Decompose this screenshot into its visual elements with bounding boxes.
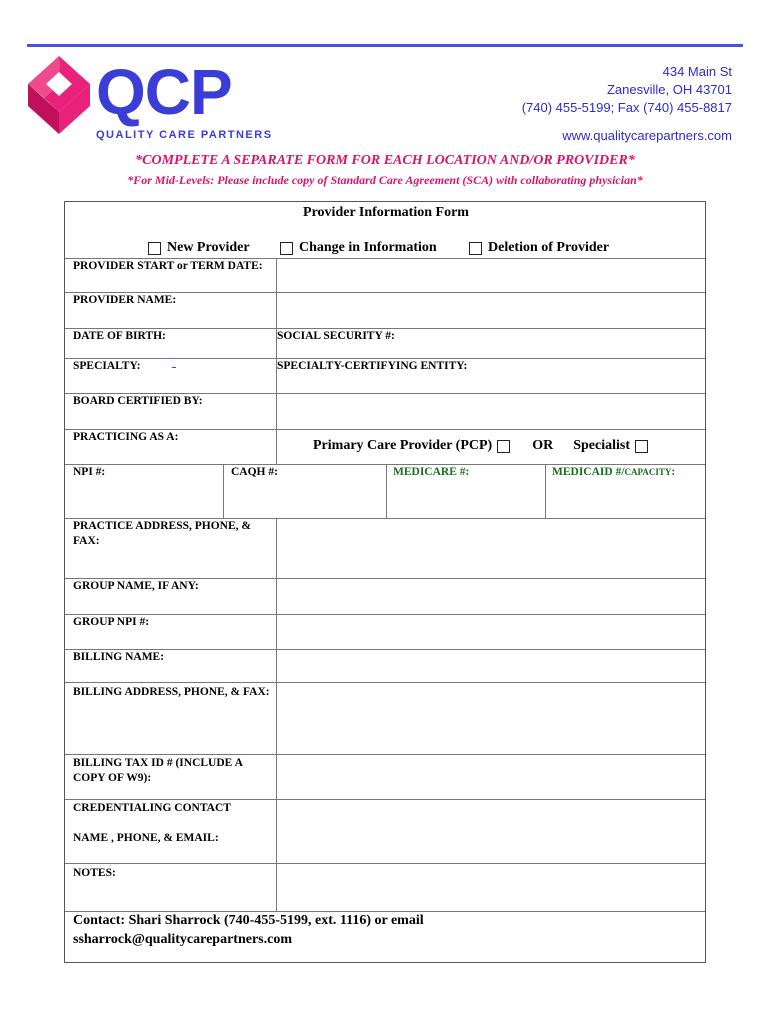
website-link[interactable]: www.qualitycarepartners.com: [562, 128, 732, 143]
label-specialty: SPECIALTY:: [73, 360, 141, 372]
deletion-checkbox[interactable]: [469, 242, 482, 255]
label-board-certified: BOARD CERTIFIED BY:: [73, 395, 203, 407]
provider-form: [64, 201, 706, 963]
billing-address-input[interactable]: [277, 683, 705, 754]
group-name-input[interactable]: [277, 579, 705, 614]
contact-email[interactable]: ssharrock@qualitycarepartners.com: [73, 932, 292, 947]
or-label: OR: [532, 438, 554, 453]
option-new-provider: [148, 240, 250, 256]
column-divider: [545, 464, 546, 518]
change-info-label: Change in Information: [299, 240, 437, 255]
label-caqh: CAQH #:: [231, 466, 278, 478]
billing-tax-input[interactable]: [277, 755, 705, 799]
label-start-term-date: PROVIDER START or TERM DATE:: [73, 260, 263, 272]
notice-main: *COMPLETE A SEPARATE FORM FOR EACH LOCATION AND/OR PROVIDER*: [135, 153, 635, 168]
change-info-checkbox[interactable]: [280, 242, 293, 255]
option-deletion: [469, 240, 609, 256]
logo-qcp: QCP: [96, 56, 232, 128]
address-block: [522, 63, 732, 117]
label-npi: NPI #:: [73, 466, 106, 478]
medicaid-colon: :: [671, 466, 676, 478]
medicaid-text: MEDICAID #/: [552, 466, 625, 478]
form-title: Provider Information Form: [303, 205, 469, 220]
specialist-label: Specialist: [573, 438, 630, 453]
label-cred-contact: CREDENTIALING CONTACT: [73, 802, 231, 814]
new-provider-label: New Provider: [167, 240, 250, 255]
pcp-checkbox[interactable]: [497, 440, 510, 453]
provider-name-input[interactable]: [277, 293, 705, 328]
board-certified-input[interactable]: [277, 394, 705, 429]
label-group-npi: GROUP NPI #:: [73, 616, 150, 628]
label-provider-name: PROVIDER NAME:: [73, 294, 177, 306]
option-change-info: [280, 240, 437, 256]
label-medicaid: [552, 465, 675, 480]
cred-contact-input[interactable]: [277, 800, 705, 863]
practice-type-options: [313, 438, 648, 454]
label-certifying-entity: SPECIALTY-CERTIFYING ENTITY:: [277, 360, 468, 372]
column-divider: [223, 464, 224, 518]
address-line3: (740) 455-5199; Fax (740) 455-8817: [521, 100, 732, 115]
capacity-text: CAPACITY: [624, 467, 672, 477]
new-provider-checkbox[interactable]: [148, 242, 161, 255]
label-billing-name: BILLING NAME:: [73, 651, 165, 663]
header-rule: [27, 44, 743, 47]
label-billing-tax: BILLING TAX ID # (INCLUDE A COPY OF W9):: [73, 757, 243, 784]
practice-address-input[interactable]: [277, 519, 705, 578]
label-group-name: GROUP NAME, IF ANY:: [73, 580, 199, 592]
label-dob: DATE OF BIRTH:: [73, 330, 166, 342]
label-practice-address: PRACTICE ADDRESS, PHONE, & FAX:: [73, 520, 251, 547]
pcp-label: Primary Care Provider (PCP): [313, 438, 493, 453]
deletion-label: Deletion of Provider: [488, 240, 610, 255]
address-line2: Zanesville, OH 43701: [606, 82, 732, 97]
start-term-date-input[interactable]: [277, 259, 705, 292]
label-ssn: SOCIAL SECURITY #:: [277, 330, 395, 342]
contact-line1: Contact: Shari Sharrock (740-455-5199, ext. 1116) or email: [73, 913, 424, 928]
label-billing-address: BILLING ADDRESS, PHONE, & FAX:: [73, 686, 270, 698]
qcp-logo-icon: [24, 54, 94, 136]
logo-text: [96, 56, 273, 141]
contact-info: [73, 911, 424, 949]
billing-name-input[interactable]: [277, 650, 705, 682]
column-divider: [386, 464, 387, 518]
label-medicare: MEDICARE #:: [393, 466, 470, 478]
label-cred-contact-detail: NAME , PHONE, & EMAIL:: [73, 832, 219, 844]
specialist-checkbox[interactable]: [635, 440, 648, 453]
notice-sub: *For Mid-Levels: Please include copy of Standard Care Agreement (SCA) with collaborating physician*: [127, 173, 643, 187]
specialty-mark: [172, 367, 176, 368]
label-practicing-as: PRACTICING AS A:: [73, 431, 179, 443]
label-notes: NOTES:: [73, 867, 116, 879]
logo-subtitle: QUALITY CARE PARTNERS: [96, 129, 273, 141]
notes-input[interactable]: [277, 864, 705, 911]
address-line1: 434 Main St: [662, 64, 732, 79]
group-npi-input[interactable]: [277, 615, 705, 649]
